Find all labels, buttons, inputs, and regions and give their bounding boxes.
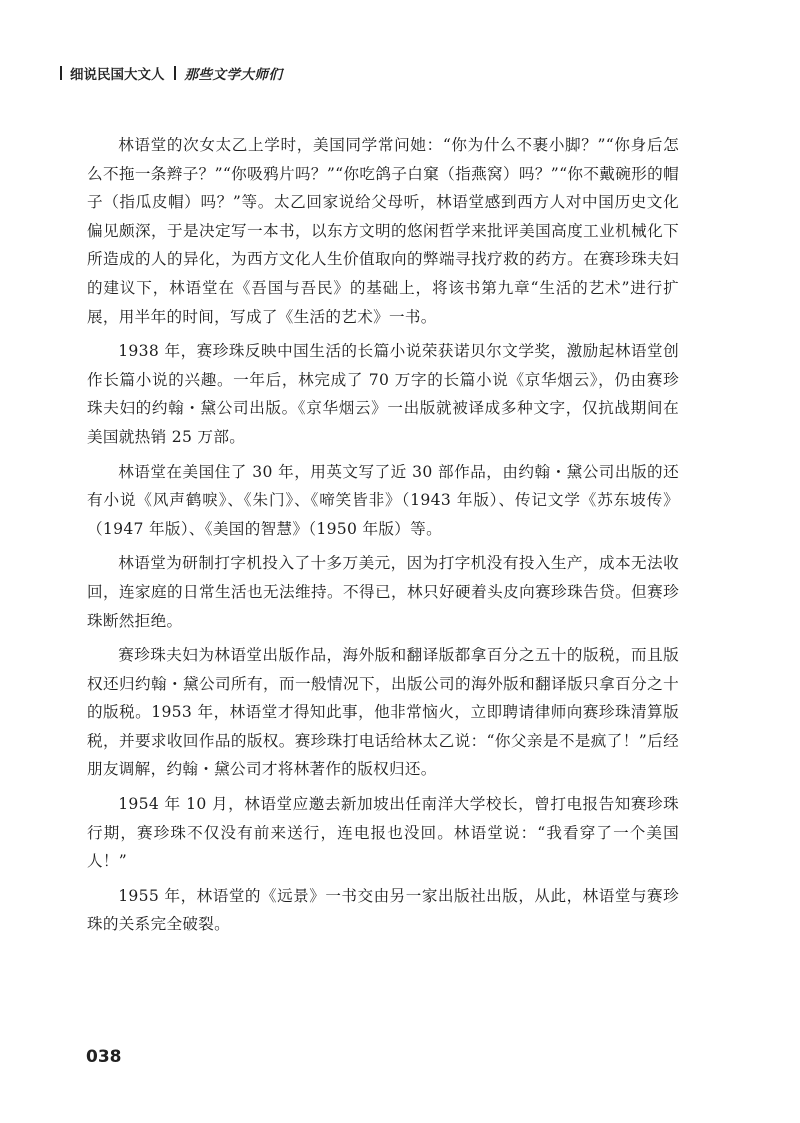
header-divider-left (60, 66, 62, 80)
page-number: 038 (86, 1047, 122, 1067)
paragraph: 赛珍珠夫妇为林语堂出版作品，海外版和翻译版都拿百分之五十的版税，而且版权还归约翰・黛公司所有，而一般情况下，出版公司的海外版和翻译版只拿百分之十的版税。1953 年，林语堂才得知此事，他非常恼火，立即聘请律师向赛珍珠清算版税，并要求收回作品的版权。赛珍珠打电话给林太乙说：“你父亲是不是疯了！”后经朋友调解，约翰・黛公司才将林著作的版权归还。 (87, 646, 679, 779)
paragraph: 林语堂为研制打字机投入了十多万美元，因为打字机没有投入生产，成本无法收回，连家庭的日常生活也无法维持。不得已，林只好硬着头皮向赛珍珠告贷。但赛珍珠断然拒绝。 (87, 554, 679, 630)
paragraph: 1955 年，林语堂的《远景》一书交由另一家出版社出版，从此，林语堂与赛珍珠的关系完全破裂。 (87, 886, 679, 934)
chapter-subtitle: 那些文学大师们 (184, 67, 283, 83)
paragraph: 林语堂在美国住了 30 年，用英文写了近 30 部作品，由约翰・黛公司出版的还有小说《风声鹤唳》、《朱门》、《啼笑皆非》（1943 年版）、传记文学《苏东坡传》（1947 年版）、《美国的智慧》（1950 年版）等。 (87, 462, 679, 538)
paragraph: 1954 年 10 月，林语堂应邀去新加坡出任南洋大学校长，曾打电报告知赛珍珠行期，赛珍珠不仅没有前来送行，连电报也没回。林语堂说：“我看穿了一个美国人！” (87, 795, 679, 871)
series-title: 细说民国大文人 (70, 67, 165, 83)
body-text (87, 131, 679, 945)
running-header (60, 64, 283, 82)
paragraph: 1938 年，赛珍珠反映中国生活的长篇小说荣获诺贝尔文学奖，激励起林语堂创作长篇小说的兴趣。一年后，林完成了 70 万字的长篇小说《京华烟云》，仍由赛珍珠夫妇的约翰・黛公司出版。《京华烟云》一出版就被译成多种文字，仅抗战期间在美国就热销 25 万部。 (87, 342, 679, 446)
header-divider-middle (174, 66, 176, 80)
paragraph: 林语堂的次女太乙上学时，美国同学常问她：“你为什么不裹小脚？”“你身后怎么不拖一条辫子？”“你吸鸦片吗？”“你吃鸽子白窠（指燕窝）吗？”“你不戴碗形的帽子（指瓜皮帽）吗？”等。太乙回家说给父母听，林语堂感到西方人对中国历史文化偏见颇深，于是决定写一本书，以东方文明的悠闲哲学来批评美国高度工业机械化下所造成的人的异化，为西方文化人生价值取向的弊端寻找疗救的药方。在赛珍珠夫妇的建议下，林语堂在《吾国与吾民》的基础上，将该书第九章“生活的艺术”进行扩展，用半年的时间，写成了《生活的艺术》一书。 (87, 136, 679, 326)
